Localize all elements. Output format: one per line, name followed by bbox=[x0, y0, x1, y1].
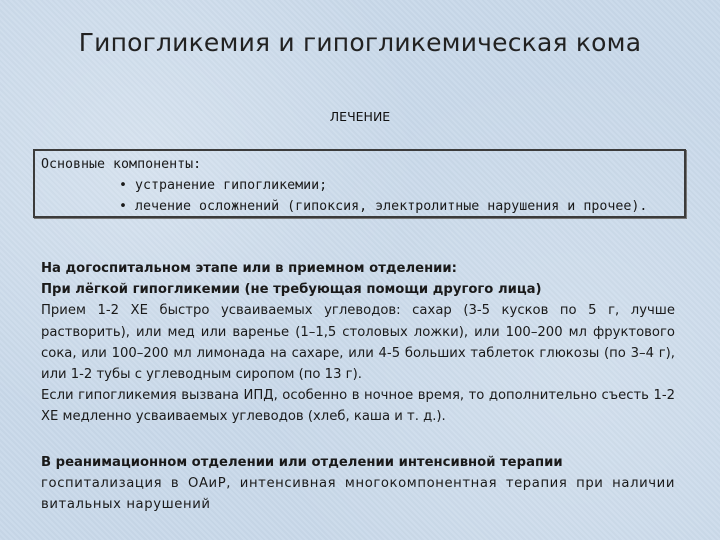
prehospital-heading: На догоспитальном этапе или в приемном отделении: bbox=[41, 261, 457, 276]
components-item-2: • лечение осложнений (гипоксия, электролитные нарушения и прочее). bbox=[119, 199, 648, 214]
mild-hypoglycemia-paragraph: Прием 1-2 ХЕ быстро усваиваемых углеводов: сахар (3-5 кусков по 5 г, лучше растворить), или мед или варенье (1–1,5 столовых ложки), или 100–200 мл фруктового сока, или 100–200 мл лимонада на сахаре, или 4-5 больших таблеток глюкозы (по 3–4 г), или 1-2 тубы с углеводным сиропом (по 13 г). bbox=[41, 303, 675, 383]
treatment-body bbox=[41, 258, 675, 515]
icu-paragraph: госпитализация в ОАиР, интенсивная многокомпонентная терапия при наличии витальных нарушений bbox=[41, 475, 675, 513]
icu-heading: В реанимационном отделении или отделении интенсивной терапии bbox=[41, 454, 563, 470]
slide-title: Гипогликемия и гипогликемическая кома bbox=[78, 28, 642, 57]
components-box bbox=[33, 149, 686, 218]
section-subtitle: ЛЕЧЕНИЕ bbox=[329, 109, 391, 124]
components-item-1: • устранение гипогликемии; bbox=[119, 178, 328, 193]
components-heading: Основные компоненты: bbox=[41, 157, 202, 172]
mild-hypoglycemia-heading: При лёгкой гипогликемии (не требующая помощи другого лица) bbox=[41, 282, 542, 298]
ipd-paragraph: Если гипогликемия вызвана ИПД, особенно в ночное время, то дополнительно съесть 1-2 ХЕ медленно усваиваемых углеводов (хлеб, каша и т. д.). bbox=[41, 388, 675, 425]
